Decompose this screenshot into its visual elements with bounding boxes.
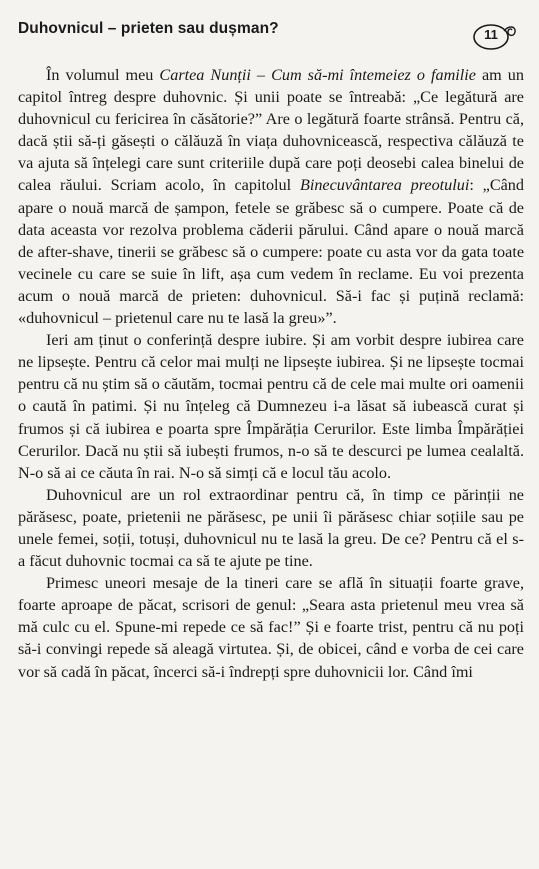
paragraph [18,572,524,682]
italic-title-text: Binecuvântarea preotului [299,176,470,195]
paragraph [18,329,524,484]
paragraph-text: Primesc uneori mesaje de la tineri care se află în situații foarte grave, foarte aproape de păcat, scrisori de genul: „Seara asta prietenul meu vrea să mă culc cu el. Spune-mi repede ce să fac!” Și e foarte trist, pentru că nu poți să-i convingi repede să aleagă virtutea. Și, de obicei, când e vorba de cei care vor să cadă în păcat, încerci să-i îndrepți spre duhovnicii lor. Când îmi [18,574,524,681]
running-title: Duhovnicul – prieten sau dușman? [18,20,279,37]
paragraph-text: Ieri am ținut o conferință despre iubire. Și am vorbit despre iubirea care ne lipsește. Pentru că celor mai mulți ne lipsește iubirea. Și ne lipsește tocmai pentru că nu știm să o căutăm, tocmai pentru că de cele mai multe ori oamenii o caută în patimi. Și nu înțeleg că Dumnezeu i-a lăsat să iubească curat și frumos și că iubirea e poarta spre Împărăția Cerurilor. Este limba Împărăției Cerurilor. Dacă nu știi să iubești frumos, n-o să te descurci pe lumea cealaltă. N-o să ai ce căuta în rai. N-o să simți că e locul tău acolo. [18,331,524,482]
paragraph-text: am un capitol întreg despre duhovnic. Și unii poate se întreabă: „Ce legătură are duhovnicul cu fericirea în căsătorie?” Are o legătură foarte strânsă. Pentru că, dacă știi să-ți găsești o călăuză în viața duhovnicească, respectiva călăuză te va ajuta să înțelegi care sunt criteriile după care poți deosebi calea binelui de calea răului. Scriam acolo, în capitolul [18,66,524,195]
paragraph-text: Duhovnicul are un rol extraordinar pentru că, în timp ce părinții ne părăsesc, poate, prietenii ne părăsesc, pe unii îi părăsesc chiar soțiile sau pe unele femei, soții, totuși, duhovnicul nu te lasă la greu. De ce? Pentru că el s-a făcut duhovnic tocmai ca să te ajute pe tine. [18,485,524,571]
body-text [18,64,524,683]
paragraph-text: În volumul meu [46,66,160,84]
paragraph [18,64,524,329]
italic-title-text: Cartea Nunții – Cum să-mi întemeiez o familie [159,66,476,84]
paragraph-text: : „Când apare o nouă marcă de șampon, fetele se grăbesc să o cumpere. Poate că de data aceasta vor rezolva problema căderii părului. Când apare o nouă marcă de after-shave, tinerii se grăbesc să o cumpere: poate cu asta vor da gata toate vecinele cu care se suie în lift, așa cum vedem în reclame. Eu voi prezenta acum o nouă marcă de prieten: duhovnicul. Să-i fac și puțină reclamă: «duhovnicul – prietenul care nu te lasă la greu»”. [18,176,524,328]
paragraph [18,484,524,572]
page-number-badge [471,22,519,52]
page-number: 11 [484,27,498,42]
page-header [18,18,521,50]
